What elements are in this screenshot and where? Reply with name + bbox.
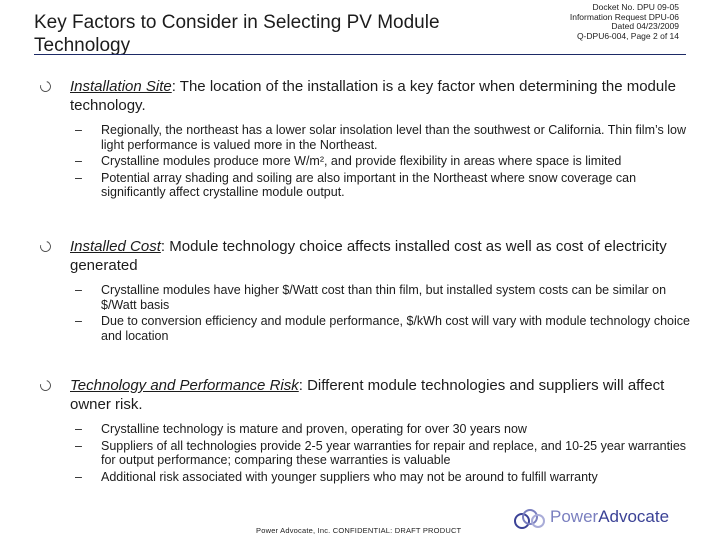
confidential-footer: Power Advocate, Inc. CONFIDENTIAL: DRAFT PRODUCT — [256, 526, 462, 535]
dash-bullet-icon: – — [75, 438, 82, 453]
docket-info — [570, 3, 679, 41]
sub-bullet-list — [40, 422, 690, 484]
ring-bullet-icon — [38, 239, 53, 254]
sub-bullet — [40, 439, 690, 468]
logo-word-power: Power — [550, 507, 599, 526]
dash-bullet-icon: – — [75, 154, 82, 168]
page-title: Key Factors to Consider in Selecting PV Module Technology — [34, 12, 440, 56]
sub-bullet — [40, 470, 690, 485]
dash-bullet-icon: – — [75, 283, 82, 297]
sub-bullet-text: Due to conversion efficiency and module performance, $/kWh cost will vary with module technology choice and location — [101, 314, 690, 343]
dash-bullet-icon: – — [75, 123, 82, 137]
dash-bullet-icon: – — [75, 314, 82, 328]
docket-line: Dated 04/23/2009 — [611, 21, 679, 31]
sub-bullet-text: Crystalline technology is mature and proven, operating for over 30 years now — [101, 422, 527, 436]
section-label: Installed Cost — [70, 238, 161, 255]
sub-bullet-text: Crystalline modules produce more W/m², and provide flexibility in areas where space is limited — [101, 154, 622, 168]
logo-mark-icon — [512, 506, 548, 532]
sub-bullet — [40, 283, 690, 312]
section-installed-cost — [40, 237, 690, 345]
section-description: : Different module technologies and suppliers will affect owner risk. — [70, 377, 665, 413]
sub-bullet — [40, 314, 690, 343]
section-description: : Module technology choice affects installed cost as well as cost of electricity generated — [70, 238, 667, 274]
sub-bullet-text: Regionally, the northeast has a lower solar insolation level than the southwest or California. Thin film’s low light performance is valued more in the Northeast. — [101, 123, 687, 152]
sub-bullet-text: Suppliers of all technologies provide 2-5 year warranties for repair and replace, and 10-25 year warranties for output performance; comparing these warranties is valuable — [101, 438, 687, 467]
docket-line: Q-DPU6-004, Page 2 of 14 — [576, 30, 679, 41]
section-label: Installation Site — [70, 78, 172, 95]
section-label: Technology and Performance Risk — [70, 377, 299, 394]
dash-bullet-icon: – — [75, 422, 82, 436]
docket-line: Information Request DPU-06 — [569, 11, 679, 22]
sub-bullet — [40, 123, 690, 152]
sub-bullet-text: Crystalline modules have higher $/Watt cost than thin film, but installed system costs can be similar on $/Watt basis — [101, 283, 667, 312]
sub-bullet — [40, 154, 690, 169]
sub-bullet — [40, 171, 690, 200]
sub-bullet-list — [40, 123, 690, 200]
sub-bullet-text: Potential array shading and soiling are also important in the Northeast where snow coverage can significantly affect crystalline module output. — [101, 170, 637, 199]
section-technology-risk — [40, 376, 690, 486]
section-installation-site — [40, 77, 690, 202]
dash-bullet-icon: – — [75, 170, 82, 185]
sub-bullet-list — [40, 283, 690, 343]
logo-wordmark — [550, 507, 669, 527]
docket-line: Docket No. DPU 09-05 — [592, 2, 679, 12]
section-text — [70, 376, 690, 414]
title-divider — [34, 54, 686, 55]
sub-bullet — [40, 422, 690, 437]
sub-bullet-text: Additional risk associated with younger suppliers who may not be around to fulfill warranty — [101, 469, 598, 484]
section-text — [70, 77, 690, 115]
logo-word-advocate: Advocate — [598, 507, 670, 526]
section-text — [70, 237, 690, 275]
ring-bullet-icon — [38, 378, 53, 393]
power-advocate-logo — [512, 506, 692, 532]
ring-bullet-icon — [38, 79, 53, 94]
section-description: : The location of the installation is a key factor when determining the module technology. — [70, 78, 676, 114]
dash-bullet-icon: – — [75, 469, 82, 484]
